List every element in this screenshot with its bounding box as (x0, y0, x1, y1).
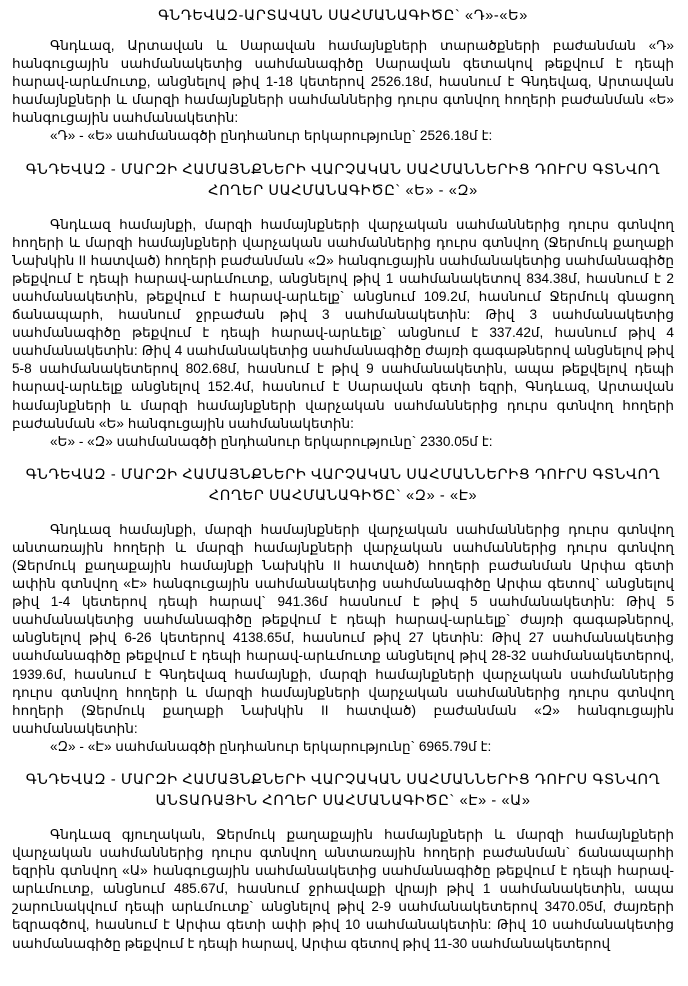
section-total: «Ե» - «Զ» սահմանագծի ընդհանուր երկարությունը` 2330.05մ է: (50, 433, 493, 449)
section-body: Գնդևազ գյուղական, Ջերմուկ քաղաքային համայնքների և մարզի համայնքների վարչական սահմաններից դուրս գտնվող անտառային հողերի բաժանման` ճանապարհի եզրին գտնվող «Ա» հանգուցային սահմանակետից սահմանագիծը թեքվում է դեպի հարավ-արևմուտք, անցնում 485.67մ, հասնում ջրհավաքի վրայի թիվ 1 սահմանակետին, ապա շարունակվում դեպի արևմուտք` անցնելով թիվ 2-9 սահմանակետերով 3470.05մ, ժայռերի եզրագծով, հասնում է Արփա գետի ափի թիվ 10 սահմանակետին: Թիվ 10 սահմանակետից սահմանագիծը թեքվում է դեպի հարավ, Արփա գետով թիվ 11-30 սահմանակետերով (12, 827, 674, 951)
section-body: Գնդևազ համայնքի, մարզի համայնքների վարչական սահմաններից դուրս գտնվող անտառային հողերի և մարզի համայնքների վարչական սահմաններից դուրս գտնվող (Ջերմուկ քաղաքային համայնքի Նախկին II հատված) հողերի բաժանման Արփա գետի ափին գտնվող «Է» հանգուցային սահմանակետից սահմանագիծը Արփա գետով` անցնելով թիվ 1-4 կետերով դեպի հարավ` 941.36մ հասնում է թիվ 5 սահմանակետին: Թիվ 5 սահմանակետից սահմանագիծը թեքվում է դեպի հարավ-արևելք` ժայռի գագաթներով, անցնելով թիվ 6-26 կետերով 4138.65մ, հասնում թիվ 27 կետին: Թիվ 27 սահմանակետից սահմանագիծը թեքվում է դեպի հարավ-արևմուտք անցնելով թիվ 28-32 սահմանակետերով, 1939.6մ, հասնում է Գնդեվազ համայնքի, մարզի համայնքների վարչական սահմաններից դուրս գտնվող հողերի և մարզի համայնքների վարչական սահմաններից դուրս գտնվող հողերի (Ջերմուկ քաղաքի Նախկին II հատված) բաժանման «Զ» հանգուցային սահմանակետին: (12, 521, 674, 736)
section-z-e (12, 465, 674, 756)
section-body: Գնդևազ համայնքի, մարզի համայնքների վարչական սահմաններից դուրս գտնվող հողերի և մարզի համայնքների վարչական սահմաններից դուրս գտնվող (Ջերմուկ քաղաքի Նախկին II հատված) հողերի բաժանման «Զ» հանգուցային սահմանակետից սահմանագիծը թեքվում է դեպի հարավ-արևմուտք, անցնելով թիվ 1 սահմանակետով 834.38մ, հասնում է 2 սահմանակետին, թեքվում է հարավ-արևելք` անցնում 109.2մ, հասնում Ջերմուկ գնացող ճանապարհ, հասնում ջրբաժան թիվ 3 սահմանակետին: Թիվ 3 սահմանակետից սահմանագիծը թեքվում է դեպի հարավ-արևելք` անցնում է 337.42մ, հասնում թիվ 4 սահմանակետին: Թիվ 4 սահմանակետից սահմանագիծը ժայռի գագաթներով անցնելով թիվ 5-8 սահմանակետերով 802.68մ, հասնում է թիվ 9 սահմանակետին, ապա թեքվելով դեպի հարավ-արևելք անցնելով 152.4մ, հասնում է Սարավան գետի եզրի, Գնդևազ, Արտավան համայնքների և մարզի համայնքների վարչական սահմաններից դուրս գտնվող հողերի բաժանման «Ե» հանգուցային սահմանակետին: (12, 216, 674, 431)
section-heading: ԳՆԴԵՎԱԶ - ՄԱՐԶԻ ՀԱՄԱՅՆՔՆԵՐԻ ՎԱՐՉԱԿԱՆ ՍԱՀՄԱՆՆԵՐԻՑ ԴՈՒՐՍ ԳՏՆՎՈՂ ՀՈՂԵՐ ՍԱՀՄԱՆԱԳԻԾԸ` «Ե» - «Զ» (25, 161, 661, 199)
section-body: Գնդևազ, Արտավան և Սարավան համայնքների տարածքների բաժանման «Դ» հանգուցային սահմանակետից սահմանագիծը Սարավան գետակով թեքվում է դեպի հարավ-արևմուտք, անցնելով թիվ 1-18 կետերով 2526.18մ, հասնում է Գնդեվազ, Արտավան համայնքների և մարզի համայնքների սահմաններից դուրս գտնվող հողերի բաժանման «Ե» հանգուցային սահմանակետին: (12, 38, 674, 126)
section-d-e (12, 6, 674, 146)
section-e-a (12, 770, 674, 953)
section-heading: ԳՆԴԵՎԱԶ - ՄԱՐԶԻ ՀԱՄԱՅՆՔՆԵՐԻ ՎԱՐՉԱԿԱՆ ՍԱՀՄԱՆՆԵՐԻՑ ԴՈՒՐՍ ԳՏՆՎՈՂ ԱՆՏԱՌԱՅԻՆ ՀՈՂԵՐ ՍԱՀՄԱՆԱԳԻԾԸ` «Է» - «Ա» (25, 772, 661, 809)
section-total: «Դ» - «Ե» սահմանագծի ընդհանուր երկարությունը` 2526.18մ է: (50, 128, 493, 144)
section-heading: ԳՆԴԵՎԱԶ - ՄԱՐԶԻ ՀԱՄԱՅՆՔՆԵՐԻ ՎԱՐՉԱԿԱՆ ՍԱՀՄԱՆՆԵՐԻՑ ԴՈՒՐՍ ԳՏՆՎՈՂ ՀՈՂԵՐ ՍԱՀՄԱՆԱԳԻԾԸ` «Զ» - «Է» (25, 466, 661, 504)
section-e-z (12, 160, 674, 451)
section-heading: ԳՆԴԵՎԱԶ-ԱՐՏԱՎԱՆ ՍԱՀՄԱՆԱԳԻԾԸ` «Դ»-«Ե» (158, 8, 528, 24)
section-total: «Զ» - «Է» սահմանագծի ընդհանուր երկարությունը` 6965.79մ է: (50, 738, 492, 754)
